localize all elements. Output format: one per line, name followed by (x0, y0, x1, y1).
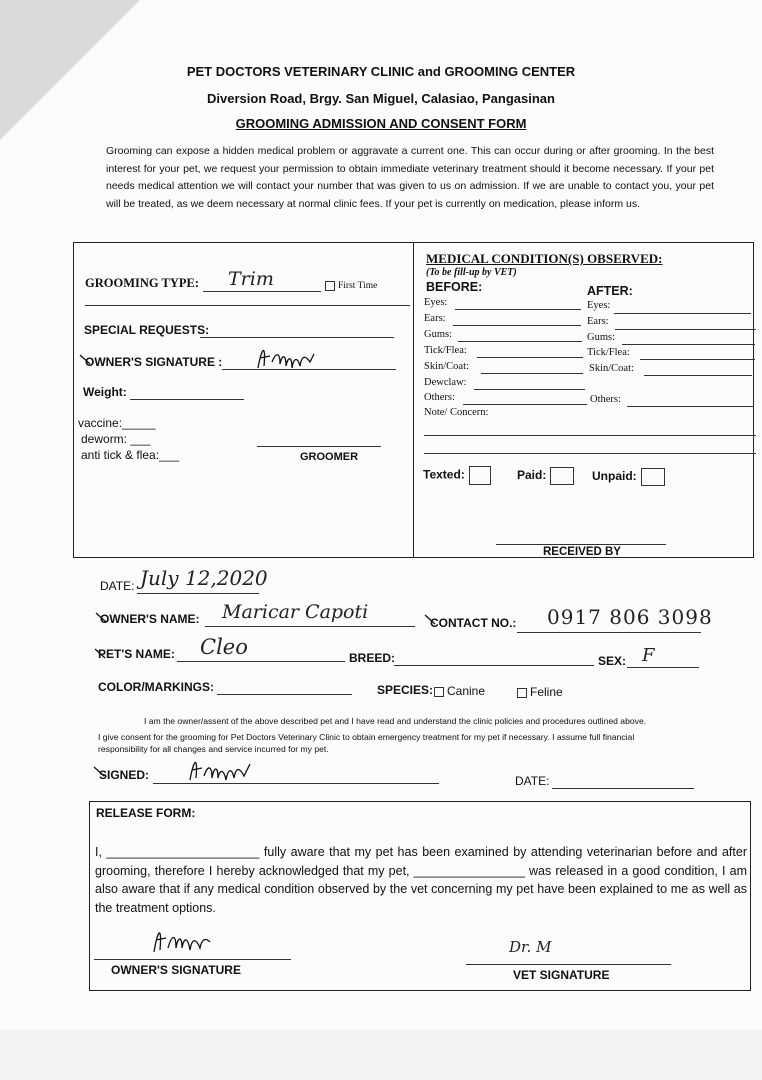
unpaid-field[interactable] (592, 468, 665, 486)
after-label: AFTER: (587, 284, 633, 298)
species-label: SPECIES: (377, 683, 434, 697)
unpaid-label: Unpaid: (592, 469, 637, 484)
before-eyes-label: Eyes: (424, 297, 448, 308)
after-skin-line (644, 375, 752, 376)
clinic-name: PET DOCTORS VETERINARY CLINIC and GROOMING CENTER (186, 64, 576, 79)
grooming-type-label: GROOMING TYPE: (85, 276, 200, 290)
consent-line-3: responsibility for all changes and service incurred for my pet. (98, 744, 329, 754)
received-by-label: RECEIVED BY (543, 546, 621, 558)
after-ears-line (615, 329, 756, 330)
release-owner-signature-label: OWNER'S SIGNATURE (111, 963, 241, 977)
after-skin-label: Skin/Coat: (589, 363, 634, 374)
contact-value[interactable]: 0917 806 3098 (547, 605, 713, 629)
contact-label: CONTACT NO.: (430, 616, 517, 630)
color-markings-line (217, 694, 352, 695)
special-requests-line (200, 337, 394, 338)
release-title: RELEASE FORM: (96, 806, 196, 820)
pet-name-value[interactable]: Cleo (200, 635, 248, 659)
owner-signature-scribble (254, 340, 318, 374)
consent-line-1: I am the owner/assent of the above described pet and I have read and understand the clinic policies and procedures outlined above. (144, 716, 647, 726)
before-tick-line (477, 357, 583, 358)
pet-name-line (177, 661, 345, 662)
vet-signature-label: VET SIGNATURE (513, 968, 610, 982)
signed-label: SIGNED: (99, 768, 150, 782)
release-owner-signature-scribble (148, 920, 218, 960)
species-feline-label: Feline (530, 685, 563, 699)
paid-checkbox[interactable] (550, 467, 574, 485)
before-others-label: Others: (424, 392, 455, 403)
date-line (137, 593, 259, 594)
pet-name-label: PET'S NAME: (98, 647, 175, 661)
after-others-line (627, 406, 753, 407)
before-dewclaw-label: Dewclaw: (424, 377, 467, 388)
anti-tick-field[interactable]: anti tick & flea:___ (81, 448, 180, 462)
consent-date-line (552, 788, 694, 789)
special-requests-label: SPECIAL REQUESTS: (84, 323, 210, 337)
before-eyes-line (455, 309, 581, 310)
contact-line (517, 632, 701, 633)
medical-title: MEDICAL CONDITION(S) OBSERVED: (426, 251, 663, 266)
note-line-1 (424, 435, 756, 436)
release-body: I, ______________________ fully aware that my pet has been examined by attending veterinarian before and after grooming, therefore I hereby acknowledged that my pet, ________________ was released in a good condition, I am also aware that if any medical condition observed by the vet concerning my pet have been explained to me as well as the treatment options. (95, 845, 747, 915)
before-label: BEFORE: (426, 280, 483, 294)
release-owner-signature-line (94, 959, 291, 960)
paid-field[interactable] (517, 467, 574, 485)
date-label: DATE: (100, 579, 135, 593)
color-markings-label: COLOR/MARKINGS: (98, 680, 214, 694)
vaccine-field[interactable]: vaccine:_____ (78, 416, 156, 430)
after-others-label: Others: (590, 394, 621, 405)
vet-signature-value[interactable]: Dr. M (509, 938, 552, 956)
feline-checkbox[interactable] (517, 688, 527, 698)
groomer-line (257, 446, 381, 447)
before-skin-line (481, 373, 583, 374)
consent-signature-scribble (186, 752, 256, 788)
sex-line (627, 667, 699, 668)
texted-checkbox[interactable] (469, 466, 491, 485)
deworm-field[interactable]: deworm: ___ (81, 432, 151, 446)
before-gums-label: Gums: (424, 329, 453, 340)
form-title: GROOMING ADMISSION AND CONSENT FORM (235, 116, 527, 131)
before-tick-label: Tick/Flea: (424, 345, 467, 356)
grooming-type-line (203, 291, 321, 292)
sex-value[interactable]: F (642, 645, 655, 666)
after-tick-line (640, 359, 755, 360)
consent-line-2: I give consent for the grooming for Pet Doctors Veterinary Clinic to obtain emergency treatment for my pet if necessary. I assume full financial (98, 732, 635, 742)
after-eyes-label: Eyes: (587, 300, 611, 311)
before-ears-line (453, 325, 581, 326)
date-value[interactable]: July 12,2020 (140, 566, 268, 590)
after-gums-line (622, 344, 755, 345)
texted-field[interactable] (423, 466, 491, 485)
unpaid-checkbox[interactable] (641, 468, 665, 486)
first-time-box[interactable] (325, 281, 335, 291)
owner-name-line (205, 626, 415, 627)
checkmark-icon (79, 352, 91, 366)
intro-paragraph: Grooming can expose a hidden medical problem or aggravate a current one. This can occur during or after grooming. In the best interest for your pet, we request your permission to obtain immediate veterinary treatment should it become necessary. If your pet needs medical attention we will contact your number that was given to us on admission. If we are unable to contact you, your pet will be treated, as we deem necessary at normal clinic fees. If your pet is currently on medication, please inform us. (106, 145, 714, 210)
weight-line (130, 399, 244, 400)
species-feline-option[interactable] (517, 685, 563, 699)
owner-name-label: OWNER'S NAME: (100, 612, 200, 626)
first-time-label: First Time (338, 281, 378, 292)
first-time-checkbox[interactable] (325, 281, 377, 291)
after-tick-label: Tick/Flea: (587, 347, 630, 358)
box-divider (413, 243, 414, 557)
before-ears-label: Ears: (424, 313, 446, 324)
vet-signature-line (466, 964, 671, 965)
note-concern-label: Note/ Concern: (424, 407, 489, 418)
clinic-address: Diversion Road, Brgy. San Miguel, Calasiao, Pangasinan (207, 91, 555, 106)
after-gums-label: Gums: (587, 332, 616, 343)
grooming-type-value[interactable]: Trim (228, 268, 274, 290)
paid-label: Paid: (517, 468, 547, 483)
owner-signature-label: OWNER'S SIGNATURE : (85, 355, 223, 369)
groomer-label: GROOMER (300, 451, 359, 463)
before-dewclaw-line (474, 389, 585, 390)
note-line-2 (424, 453, 756, 454)
sex-label: SEX: (598, 654, 627, 668)
species-canine-label: Canine (447, 684, 486, 698)
before-skin-label: Skin/Coat: (424, 361, 469, 372)
after-eyes-line (614, 313, 751, 314)
received-by-line (496, 544, 666, 545)
canine-checkbox[interactable] (434, 687, 444, 697)
weight-label: Weight: (83, 385, 127, 399)
grooming-extra-line (85, 305, 410, 306)
species-canine-option[interactable] (434, 684, 485, 698)
owner-name-value[interactable]: Maricar Capoti (222, 601, 369, 623)
before-gums-line (458, 341, 582, 342)
consent-date-label: DATE: (515, 774, 550, 788)
texted-label: Texted: (423, 467, 465, 482)
after-ears-label: Ears: (587, 316, 609, 327)
before-others-line (463, 404, 587, 405)
medical-subtitle: (To be fill-up by VET) (426, 267, 517, 278)
breed-label: BREED: (349, 651, 396, 665)
breed-line (394, 665, 594, 666)
